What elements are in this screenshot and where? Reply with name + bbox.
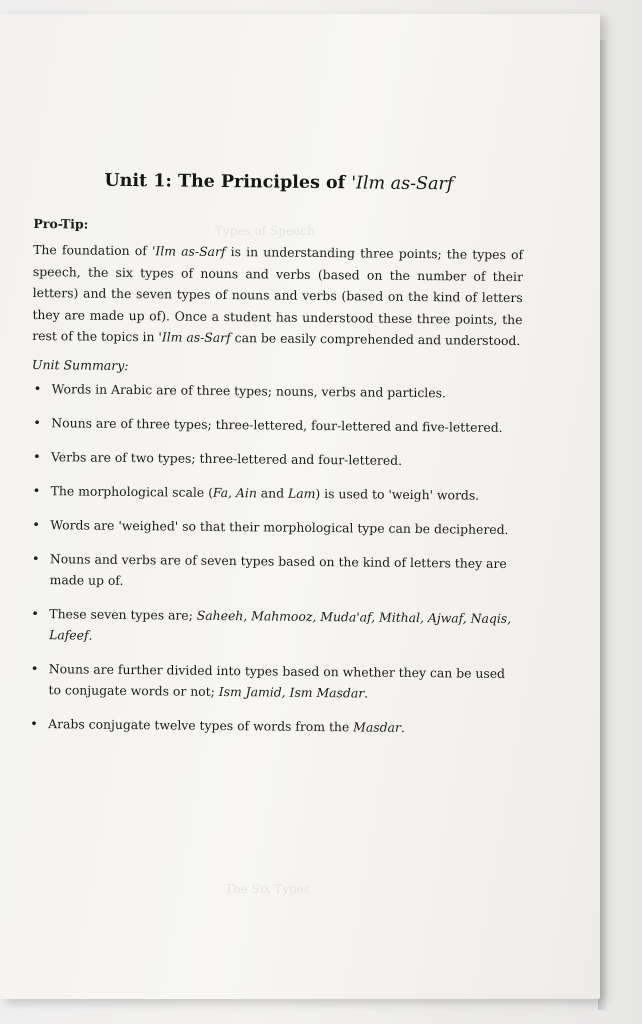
- bleed-through-heading: Types of Speech: [215, 224, 315, 238]
- summary-item: • The morphological scale (Fa, Ain and Lam) is used to 'weigh' words.: [31, 479, 521, 505]
- summary-item: • Nouns are of three types; three-lettered, four-lettered and five-lettered.: [31, 411, 521, 437]
- summary-item: • Nouns and verbs are of seven types based on the kind of letters they are made up of.: [30, 547, 520, 594]
- summary-item: • Nouns are further divided into types based on whether they can be used to conjugate words or not; Ism Jamid, Ism Masdar.: [28, 657, 518, 704]
- bleed-through-heading-2: The Six Types: [225, 882, 311, 896]
- summary-item: • Verbs are of two types; three-lettered and four-lettered.: [31, 445, 521, 471]
- summary-item: • Words in Arabic are of three types; nouns, verbs and particles.: [32, 377, 522, 403]
- unit-title-text: Unit 1: The Principles of: [104, 170, 346, 194]
- page-content: [28, 170, 524, 752]
- summary-item: • Arabs conjugate twelve types of words from the Masdar.: [28, 712, 518, 738]
- summary-list: [28, 377, 522, 738]
- unit-summary-label: Unit Summary:: [31, 356, 129, 373]
- unit-title-italic: 'Ilm as-Sarf: [351, 173, 454, 195]
- summary-item: • Words are 'weighed' so that their morphological type can be deciphered.: [30, 513, 520, 539]
- summary-item: • These seven types are; Saheeh, Mahmooz, Muda'af, Mithal, Ajwaf, Naqis, Lafeef.: [29, 602, 519, 649]
- unit-title: [34, 170, 524, 195]
- pro-tip-text: The foundation of 'Ilm as-Sarf is in understanding three points; the types of speech, the six types of nouns and verbs (based on the number of their letters) and the seven types of nouns and verbs (based on the kind of letters they are made up of). Once a student has understood these three points, the rest of the topics in 'Ilm as-Sarf can be easily comprehended and understood.: [32, 241, 524, 349]
- pro-tip-label: Pro-Tip:: [33, 215, 89, 232]
